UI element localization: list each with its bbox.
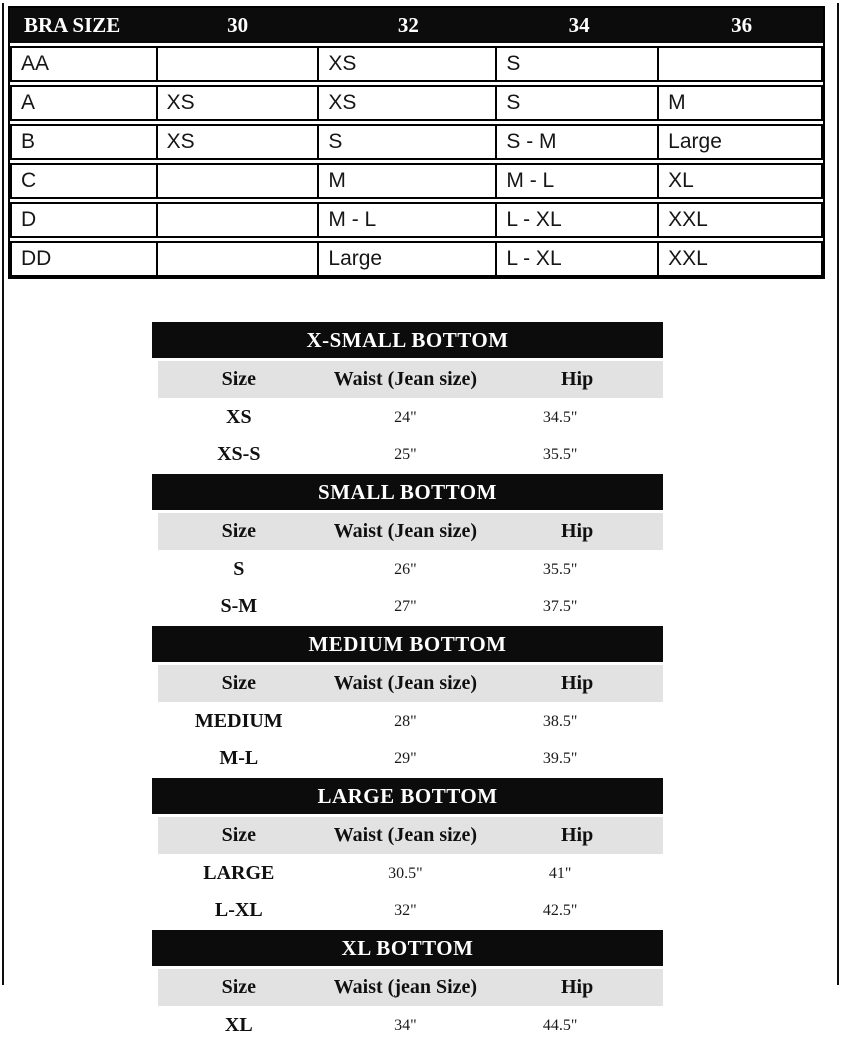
hip-value: 41" bbox=[548, 864, 572, 882]
section-title: MEDIUM BOTTOM bbox=[152, 626, 663, 662]
section-column-header-row bbox=[158, 361, 663, 398]
size-column-header: Size bbox=[221, 672, 257, 694]
waist-value: 28" bbox=[394, 712, 417, 730]
size-label: S bbox=[233, 558, 245, 580]
waist-value: 34" bbox=[394, 1016, 417, 1034]
size-column-header: Size bbox=[221, 824, 257, 846]
size-label: XS bbox=[226, 406, 252, 428]
bra-size-cell: XS bbox=[158, 87, 320, 119]
size-column-header: Size bbox=[221, 976, 257, 998]
section-title: SMALL BOTTOM bbox=[152, 474, 663, 510]
size-label: MEDIUM bbox=[194, 710, 283, 732]
section-medium-bottom bbox=[152, 626, 663, 777]
waist-value: 32" bbox=[394, 901, 417, 919]
waist-value: 27" bbox=[394, 597, 417, 615]
waist-value: 25" bbox=[394, 445, 417, 463]
bra-size-cell: XS bbox=[158, 126, 320, 158]
cup-label-cell: AA bbox=[12, 48, 158, 80]
bra-size-cell: M bbox=[668, 91, 686, 114]
size-column-header: Size bbox=[221, 368, 257, 390]
bra-size-cell bbox=[158, 165, 320, 197]
hip-column-header: Hip bbox=[561, 976, 594, 998]
waist-column-header: Waist (Jean size) bbox=[333, 368, 478, 390]
hip-column-header: Hip bbox=[561, 520, 594, 542]
bra-table-row-aa bbox=[10, 46, 823, 82]
section-xsmall-bottom bbox=[152, 322, 663, 473]
hip-value: 42.5" bbox=[542, 901, 578, 919]
size-label: LARGE bbox=[203, 862, 275, 884]
size-row bbox=[158, 399, 663, 436]
hip-value: 39.5" bbox=[542, 749, 578, 767]
section-large-bottom bbox=[152, 778, 663, 929]
bra-size-cell: S bbox=[497, 48, 659, 80]
waist-column-header: Waist (Jean size) bbox=[333, 672, 478, 694]
hip-value: 34.5" bbox=[542, 408, 578, 426]
hip-column-header: Hip bbox=[561, 368, 594, 390]
bra-table-row-c bbox=[10, 163, 823, 199]
size-row bbox=[158, 588, 663, 625]
size-row bbox=[158, 551, 663, 588]
size-row bbox=[158, 703, 663, 740]
section-title: X-SMALL BOTTOM bbox=[152, 322, 663, 358]
size-label: L-XL bbox=[214, 899, 263, 921]
bra-size-cell: L - XL bbox=[497, 204, 659, 236]
hip-column-header: Hip bbox=[561, 672, 594, 694]
section-column-header-row bbox=[158, 969, 663, 1006]
bra-size-cell: XS bbox=[319, 87, 497, 119]
waist-column-header: Waist (Jean size) bbox=[333, 824, 478, 846]
bra-size-cell: M bbox=[319, 165, 497, 197]
bra-size-cell: S - M bbox=[497, 126, 659, 158]
bra-table-row-d bbox=[10, 202, 823, 238]
bra-table-row-a bbox=[10, 85, 823, 121]
section-title: LARGE BOTTOM bbox=[152, 778, 663, 814]
bra-size-cell: M - L bbox=[497, 165, 659, 197]
waist-value: 24" bbox=[394, 408, 417, 426]
hip-value: 44.5" bbox=[542, 1016, 578, 1034]
waist-value: 26" bbox=[394, 560, 417, 578]
size-row bbox=[158, 740, 663, 777]
bra-size-cell: L - XL bbox=[497, 243, 659, 275]
section-column-header-row bbox=[158, 513, 663, 550]
size-row bbox=[158, 855, 663, 892]
section-xl-bottom bbox=[152, 930, 663, 1044]
hip-value: 38.5" bbox=[542, 712, 578, 730]
band-34-header-cell: 34 bbox=[568, 13, 590, 37]
waist-value: 30.5" bbox=[388, 864, 423, 882]
size-label: XL bbox=[224, 1014, 253, 1036]
cup-label-cell: A bbox=[12, 87, 158, 119]
size-row bbox=[158, 436, 663, 473]
bra-size-cell bbox=[158, 204, 320, 236]
waist-value: 29" bbox=[394, 749, 417, 767]
bra-size-cell bbox=[158, 243, 320, 275]
size-label: XS-S bbox=[217, 443, 261, 465]
size-label: S-M bbox=[220, 595, 258, 617]
cup-label-cell: C bbox=[12, 165, 158, 197]
waist-column-header: Waist (jean Size) bbox=[333, 976, 478, 998]
bra-table-row-dd bbox=[10, 241, 823, 277]
bra-size-cell: XXL bbox=[668, 247, 708, 270]
bra-size-cell: XL bbox=[668, 169, 694, 192]
bra-size-cell: S bbox=[497, 87, 659, 119]
bra-size-cell bbox=[659, 48, 821, 80]
bra-size-cell bbox=[158, 48, 320, 80]
band-32-header-cell: 32 bbox=[397, 13, 419, 37]
bra-table-row-b bbox=[10, 124, 823, 160]
waist-column-header: Waist (Jean size) bbox=[333, 520, 478, 542]
hip-value: 35.5" bbox=[542, 445, 578, 463]
hip-value: 35.5" bbox=[542, 560, 578, 578]
size-column-header: Size bbox=[221, 520, 257, 542]
bra-size-cell: Large bbox=[668, 130, 722, 153]
page-border-right bbox=[837, 3, 839, 985]
bra-size-header-cell: BRA SIZE bbox=[24, 13, 121, 37]
cup-label-cell: B bbox=[12, 126, 158, 158]
bra-size-table bbox=[8, 6, 825, 279]
section-title: XL BOTTOM bbox=[152, 930, 663, 966]
bra-size-cell: XS bbox=[319, 48, 497, 80]
cup-label-cell: D bbox=[12, 204, 158, 236]
bra-size-cell: M - L bbox=[319, 204, 497, 236]
bottom-size-sections bbox=[152, 322, 663, 1045]
bra-table-header-row bbox=[10, 8, 823, 43]
size-row bbox=[158, 1007, 663, 1044]
section-small-bottom bbox=[152, 474, 663, 625]
page-border-left bbox=[2, 3, 4, 985]
band-36-header-cell: 36 bbox=[731, 13, 753, 37]
bra-size-cell: XXL bbox=[668, 208, 708, 231]
cup-label-cell: DD bbox=[12, 243, 158, 275]
bra-size-cell: S bbox=[319, 126, 497, 158]
hip-column-header: Hip bbox=[561, 824, 594, 846]
hip-value: 37.5" bbox=[542, 597, 578, 615]
section-column-header-row bbox=[158, 817, 663, 854]
section-column-header-row bbox=[158, 665, 663, 702]
bra-size-cell: Large bbox=[319, 243, 497, 275]
band-30-header-cell: 30 bbox=[227, 13, 249, 37]
size-row bbox=[158, 892, 663, 929]
size-label: M-L bbox=[219, 747, 259, 769]
